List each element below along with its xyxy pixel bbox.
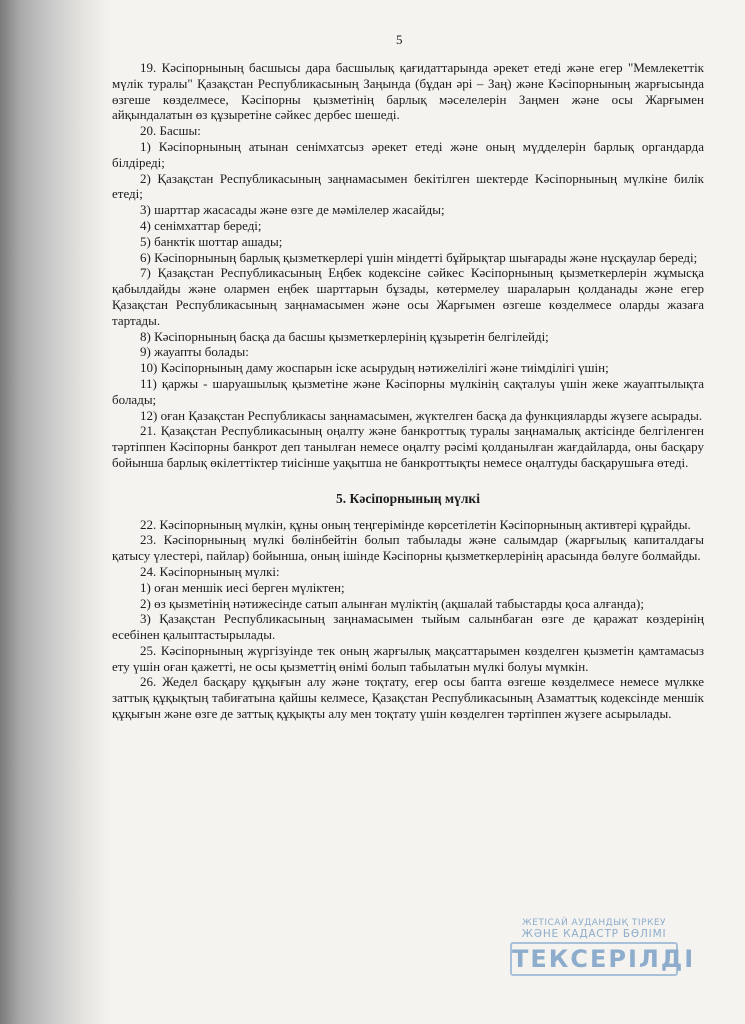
list-item: 7) Қазақстан Республикасының Еңбек кодексіне сәйкес Кәсіпорнының қызметкерлерін жұмысқа қабылдайды және олармен еңбек шарттарын бұзады, көтермелеу шараларын қолданады және егер Қазақстан Республикасының заңнамасымен және осы Жарғымен өзгеше көзделмесе оларды жазаға тартады. bbox=[112, 265, 704, 328]
paragraph-22: 22. Кәсіпорнының мүлкін, құны оның теңгерімінде көрсетілетін Кәсіпорнының активтері құрайды. bbox=[140, 516, 691, 532]
paragraph-26: 26. Жедел басқару құқығын алу және тоқтату, егер осы бапта өзгеше көзделмесе немесе мүлкке заттық құқықтың табиғатына қайшы келмесе, Қазақстан Республикасының Азаматтық кодексінде меншік құқығын және өзге де заттық құқықты алу мен тоқтату үшін көзделген тәртіппен жүзеге асырылады. bbox=[112, 674, 704, 722]
list-item: 5) банктік шоттар ашады; bbox=[140, 233, 283, 249]
stamp-line-1: ЖЕТІСАЙ АУДАНДЫҚ ТІРКЕУ bbox=[521, 918, 667, 928]
verification-stamp bbox=[510, 918, 696, 980]
document-body bbox=[112, 60, 704, 722]
list-item: 6) Кәсіпорнының барлық қызметкерлері үшін міндетті бұйрықтар шығарады және нұсқаулар береді; bbox=[140, 249, 698, 265]
list-item: 12) оған Қазақстан Республикасы заңнамасымен, жүктелген басқа да функцияларды жүзеге асырады. bbox=[140, 407, 703, 423]
stamp-line-2: ЖӘНЕ КАДАСТР БӨЛІМІ bbox=[521, 928, 667, 940]
list-item: 3) шарттар жасасады және өзге де мәмілелер жасайды; bbox=[140, 202, 445, 218]
list-item: 10) Кәсіпорнының даму жоспарын іске асырудың нәтижелілігі және тиімділігі үшін; bbox=[140, 360, 609, 376]
list-item: 1) оған меншік иесі берген мүліктен; bbox=[140, 579, 345, 595]
list-item: 1) Кәсіпорнының атынан сенімхатсыз әрекет етеді және оның мүдделерін барлық органдарда білдіреді; bbox=[112, 138, 704, 170]
page-number: 5 bbox=[396, 32, 403, 47]
paragraph-21: 21. Қазақстан Республикасының оңалту және банкроттық туралы заңнамалық актісінде белгіленген тәртіппен Кәсіпорны банкрот деп танылған немесе оңалту рәсімі қолданылған жағдайларда, оны басқару бойынша барлық өкілеттіктер тиісінше уақытша не банкроттықты немесе оңалтуды басқарушыға өтеді. bbox=[112, 423, 704, 470]
list-item: 11) қаржы - шаруашылық қызметіне және Кәсіпорны мүлкінің сақталуы үшін жеке жауаптылықта болады; bbox=[112, 375, 704, 407]
list-item: 3) Қазақстан Республикасының заңнамасымен тыйым салынбаған өзге де қаражат көздерінің есебінен қалыптастырылады. bbox=[112, 611, 704, 643]
list-item: 2) Қазақстан Республикасының заңнамасымен бекітілген шектерде Кәсіпорнының мүлкіне билік етеді; bbox=[112, 170, 704, 202]
list-item: 9) жауапты болады: bbox=[140, 344, 249, 360]
paragraph-24: 24. Кәсіпорнының мүлкі: bbox=[140, 563, 280, 579]
paragraph-19: 19. Кәсіпорнының басшысы дара басшылық қағидаттарында әрекет етеді және егер "Мемлекеттік мүлік туралы" Қазақстан Республикасының Заңында (бұдан әрі – Заң) және Кәсіпорнының жарғысында өзгеше көзделмесе, Кәсіпорны қызметінің барлық мәселелерін Заңмен және осы Жарғымен айқындалатын өз құзыретіне сәйкес дербес шешеді. bbox=[112, 60, 704, 123]
list-item: 2) өз қызметінің нәтижесінде сатып алынған мүліктің (ақшалай табыстарды қоса алғанда); bbox=[140, 595, 644, 611]
list-item: 4) сенімхаттар береді; bbox=[140, 217, 262, 233]
paragraph-25: 25. Кәсіпорнының жүргізуінде тек оның жарғылық мақсаттарымен көзделген қызметін қамтамасыз ету үшін оған қажетті, не осы қызметтің өнімі болып табылатын мүлкі болуы мүмкін. bbox=[112, 642, 704, 674]
section-title: 5. Кәсіпорнының мүлкі bbox=[336, 490, 480, 506]
paragraph-20: 20. Басшы: bbox=[140, 123, 201, 139]
document-page bbox=[112, 0, 704, 1024]
stamp-line-3: ТЕКСЕРІЛДІ bbox=[510, 942, 678, 976]
scan-binding-shadow bbox=[0, 0, 110, 1024]
paragraph-23: 23. Кәсіпорнының мүлкі бөлінбейтін болып табылады және салымдар (жарғылық капиталдағы қатысу үлестері, пайлар) бойынша, оның ішінде Кәсіпорны қызметкерлерінің арасында бөлуге болмайды. bbox=[112, 532, 704, 564]
list-item: 8) Кәсіпорнының басқа да басшы қызметкерлерінің құзыретін белгілейді; bbox=[140, 328, 549, 344]
